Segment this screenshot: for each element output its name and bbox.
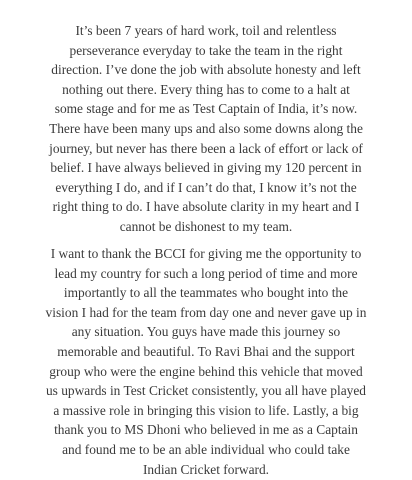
text-line: belief. I have always believed in giving my 120 percent in: [50, 160, 362, 176]
text-line: journey, but never has there been a lack of effort or lack of: [49, 140, 363, 156]
text-line: vision I had for the team from day one and never gave up in: [45, 304, 367, 320]
text-line: a massive role in bringing this vision to life. Lastly, a big: [53, 402, 359, 418]
text-line: importantly to all the teammates who bought into the: [63, 285, 349, 301]
text-line: thank you to MS Dhoni who believed in me as a Captain: [54, 422, 358, 438]
text-line: perseverance everyday to take the team in the right: [69, 42, 343, 58]
text-line: lead my country for such a long period of time and more: [54, 265, 358, 281]
text-line: nothing out there. Every thing has to come to a halt at: [62, 81, 350, 97]
text-line: right thing to do. I have absolute clarity in my heart and I: [52, 199, 360, 215]
text-line: us upwards in Test Cricket consistently, you all have played: [45, 383, 366, 399]
text-line: Indian Cricket forward.: [142, 461, 270, 477]
text-line: cannot be dishonest to my team.: [119, 218, 293, 234]
text-line: direction. I’ve done the job with absolute honesty and left: [51, 62, 361, 78]
text-line: There have been many ups and also some downs along the: [49, 120, 363, 136]
text-line: memorable and beautiful. To Ravi Bhai and the support: [57, 343, 355, 359]
text-line: everything I do, and if I can’t do that, I know it’s not the: [55, 179, 357, 195]
statement-paragraph-2: [4, 244, 408, 479]
text-line: I want to thank the BCCI for giving me the opportunity to: [50, 246, 362, 261]
text-line: It’s been 7 years of hard work, toil and relentless: [75, 23, 337, 38]
text-line: any situation. You guys have made this journey so: [71, 324, 341, 340]
text-line: some stage and for me as Test Captain of India, it’s now.: [54, 101, 358, 117]
statement-paragraph-1: [4, 21, 408, 237]
text-line: and found me to be an able individual who could take: [62, 441, 350, 457]
text-line: group who were the engine behind this vehicle that moved: [49, 363, 363, 379]
